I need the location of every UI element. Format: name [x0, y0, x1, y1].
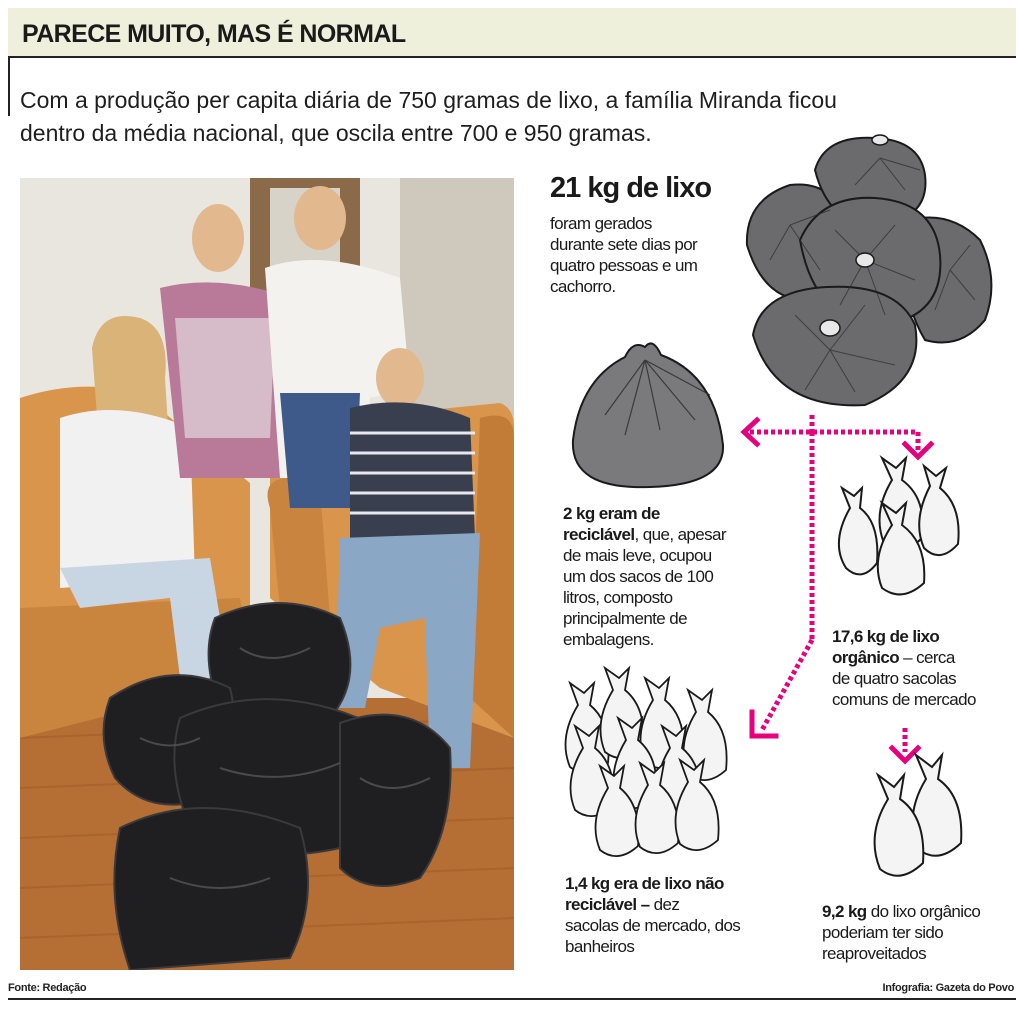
organic-line: comuns de mercado: [832, 690, 976, 709]
reuse-sacks-icon: [868, 755, 973, 885]
recyclable-line: litros, composto: [563, 588, 673, 607]
total-caption-line: foram gerados: [550, 214, 652, 233]
nonrecyclable-bold-1: 1,4 kg era de lixo não: [565, 874, 724, 893]
nonrecyclable-caption: [565, 873, 740, 957]
organic-caption: [832, 626, 976, 710]
intro-line-1: Com a produção per capita diária de 750 gramas de lixo, a família Miranda ficou: [20, 87, 837, 113]
page-title: PARECE MUITO, MAS É NORMAL: [22, 20, 406, 48]
recyclable-bold-1: 2 kg eram de: [563, 504, 660, 523]
reuse-line: poderiam ter sido: [822, 923, 944, 942]
organic-line: de quatro sacolas: [832, 669, 956, 688]
footer-credit: Infografia: Gazeta do Povo: [882, 982, 1014, 994]
nonrecyclable-line: banheiros: [565, 937, 635, 956]
recyclable-line: de mais leve, ocupou: [563, 546, 712, 565]
intro-line-2: dentro da média nacional, que oscila entre 700 e 950 gramas.: [20, 120, 652, 146]
reuse-caption: [822, 901, 980, 964]
organic-sacks-icon: [832, 458, 967, 608]
recyclable-line: um dos sacos de 100: [563, 567, 714, 586]
organic-rest-1: – cerca: [899, 648, 955, 667]
nonrecyclable-sacks-icon: [560, 668, 740, 863]
recyclable-bold-2: reciclável: [563, 525, 635, 544]
nonrecyclable-line: sacolas de mercado, dos: [565, 916, 741, 935]
nonrecyclable-rest-2: dez: [649, 895, 680, 914]
footer-rule: [8, 998, 1016, 1000]
recyclable-rest-1: , que, apesar: [634, 525, 726, 544]
reuse-line: reaproveitados: [822, 944, 927, 963]
total-caption-line: durante sete dias por: [550, 235, 698, 254]
recyclable-line: embalagens.: [563, 630, 654, 649]
total-caption-line: quatro pessoas e um: [550, 256, 698, 275]
organic-bold-1: 17,6 kg de lixo: [832, 627, 940, 646]
reuse-rest-1: do lixo orgânico: [866, 902, 981, 921]
organic-bold-2: orgânico: [832, 648, 899, 667]
recyclable-line: principalmente de: [563, 609, 687, 628]
footer-source: Fonte: Redação: [8, 982, 87, 994]
total-caption-line: cachorro.: [550, 277, 616, 296]
total-headline: 21 kg de lixo: [550, 172, 712, 204]
recyclable-caption: [563, 503, 726, 650]
nonrecyclable-bold-2: reciclável –: [565, 895, 650, 914]
reuse-bold-1: 9,2 kg: [822, 902, 867, 921]
